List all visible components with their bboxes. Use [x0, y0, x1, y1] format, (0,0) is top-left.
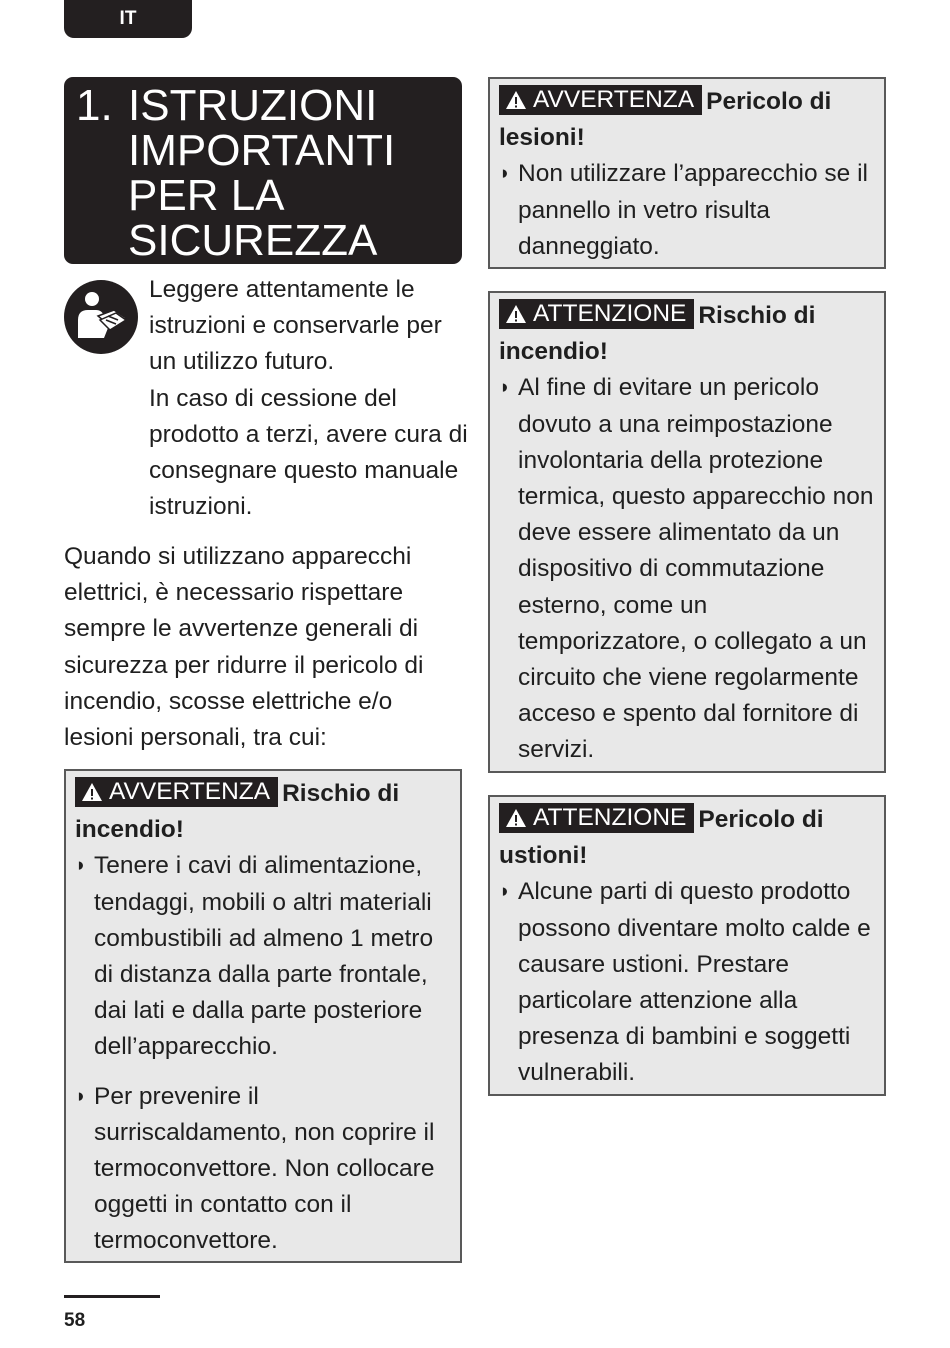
bullet-text: Tenere i cavi di alimentazione, tendaggi, mobili o altri materiali combustibili ad almeno 1 metro di distanza dalla parte frontale, dai lati e dalla parte posteriore dell’apparecchio.: [94, 852, 434, 1061]
read-manual-icon: [64, 280, 138, 354]
footer-rule: [64, 1295, 160, 1298]
warning-heading: [499, 802, 876, 874]
intro-text: [149, 272, 469, 525]
bullet-text: Al fine di evitare un pericolo dovuto a una reimpostazione involontaria della protezione termica, questo apparecchio non deve essere alimentato da un dispositivo di commutazione esterno, come un temporizzatore, o collegato a un circuito che viene regolarmente acceso e spento dal fornitore di servizi.: [518, 374, 874, 764]
warning-badge: [499, 299, 694, 329]
title-line: IMPORTANTI: [128, 126, 396, 175]
badge-label: AVVERTENZA: [533, 86, 695, 113]
warning-title: Rischio di incendio!: [75, 780, 400, 844]
caution-box-fire: [488, 291, 886, 773]
general-text: Quando si utilizzano apparecchi elettrici, è necessario rispettare sempre le avvertenze generali di sicurezza per ridurre il pericolo di incendio, scosse elettriche e/o lesioni personali, tra cui:: [64, 543, 424, 752]
warning-title: Pericolo di lesioni!: [499, 88, 832, 152]
list-item: [75, 848, 452, 1065]
warning-badge: [499, 85, 702, 115]
warning-triangle-icon: [81, 782, 103, 802]
bullet-text: Non utilizzare l’apparecchio se il pannello in vetro risulta danneggiato.: [518, 160, 868, 260]
title-line: PER LA: [128, 171, 285, 220]
warning-triangle-icon: [505, 808, 527, 828]
warning-title: Rischio di incendio!: [499, 302, 816, 366]
warning-heading: [499, 84, 876, 156]
warning-triangle-icon: [505, 90, 527, 110]
bullet-icon: ◗: [499, 377, 511, 399]
title-line: SICUREZZA: [128, 216, 378, 265]
list-item: [75, 1079, 452, 1260]
warning-heading: [75, 776, 452, 848]
bullet-text: Alcune parti di questo prodotto possono diventare molto calde e causare ustioni. Prestare particolare attenzione alla presenza di bambini e soggetti vulnerabili.: [518, 878, 871, 1087]
language-tab: IT: [64, 0, 192, 38]
list-item: [499, 874, 876, 1091]
badge-label: ATTENZIONE: [533, 300, 687, 327]
warning-badge: [75, 777, 278, 807]
bullet-icon: ◗: [499, 163, 511, 185]
list-item: [499, 370, 876, 768]
page-number: 58: [64, 1310, 86, 1331]
warning-triangle-icon: [505, 304, 527, 324]
badge-label: AVVERTENZA: [109, 778, 271, 805]
section-title: [64, 77, 462, 264]
warning-heading: [499, 298, 876, 370]
warning-badge: [499, 803, 694, 833]
bullet-icon: ◗: [75, 855, 87, 877]
badge-label: ATTENZIONE: [533, 804, 687, 831]
warning-box-fire: [64, 769, 462, 1263]
general-paragraph: [64, 539, 464, 756]
warning-box-injury: [488, 77, 886, 269]
list-item: [499, 156, 876, 265]
bullet-icon: ◗: [75, 1085, 87, 1107]
bullet-icon: ◗: [499, 881, 511, 903]
title-line: ISTRUZIONI: [128, 81, 378, 130]
section-number: 1.: [76, 81, 113, 130]
bullet-text: Per prevenire il surriscaldamento, non coprire il termoconvettore. Non collocare oggetti in contatto con il termoconvettore.: [94, 1082, 435, 1255]
caution-box-burns: [488, 795, 886, 1096]
intro-line: In caso di cessione del prodotto a terzi, avere cura di consegnare questo manuale istruzioni.: [149, 384, 468, 521]
warning-title: Pericolo di ustioni!: [499, 806, 824, 870]
intro-line: Leggere attentamente le istruzioni e conservarle per un utilizzo futuro.: [149, 276, 442, 376]
